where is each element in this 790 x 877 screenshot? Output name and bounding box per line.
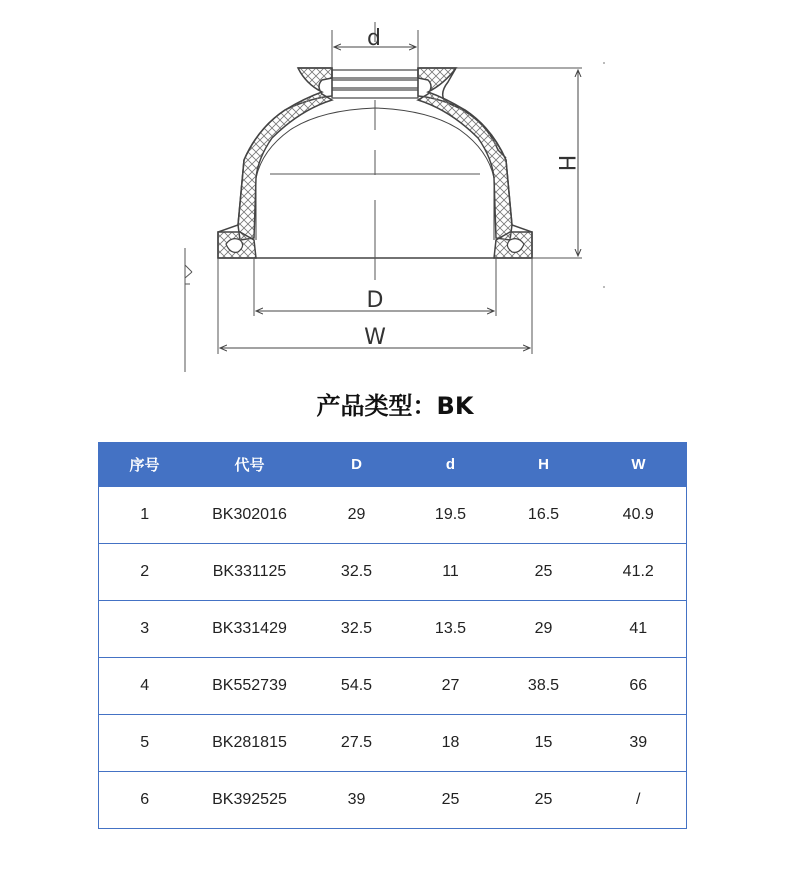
cell-D: 39 — [309, 772, 405, 829]
cell-W: 39 — [591, 715, 687, 772]
table-row — [99, 772, 687, 829]
header-H: H — [497, 443, 591, 487]
dimension-d — [332, 26, 418, 68]
table-header-row — [99, 443, 687, 487]
cell-index: 2 — [99, 544, 191, 601]
cell-code: BK331429 — [191, 601, 309, 658]
header-D: D — [309, 443, 405, 487]
dim-label-D: D — [366, 288, 384, 313]
spec-table — [98, 442, 687, 829]
cell-H: 38.5 — [497, 658, 591, 715]
center-lines — [270, 22, 480, 280]
cell-index: 5 — [99, 715, 191, 772]
cell-H: 16.5 — [497, 487, 591, 544]
cell-D: 54.5 — [309, 658, 405, 715]
cell-d: 19.5 — [405, 487, 497, 544]
cell-d: 25 — [405, 772, 497, 829]
header-index: 序号 — [99, 443, 191, 487]
header-code: 代号 — [191, 443, 309, 487]
cell-D: 29 — [309, 487, 405, 544]
cell-index: 1 — [99, 487, 191, 544]
cell-code: BK302016 — [191, 487, 309, 544]
cell-index: 3 — [99, 601, 191, 658]
cell-index: 4 — [99, 658, 191, 715]
header-W: W — [591, 443, 687, 487]
cell-D: 32.5 — [309, 601, 405, 658]
table-row — [99, 487, 687, 544]
cell-H: 25 — [497, 772, 591, 829]
table-row — [99, 601, 687, 658]
side-dimension — [185, 248, 192, 372]
cell-D: 27.5 — [309, 715, 405, 772]
table-row — [99, 658, 687, 715]
cell-H: 15 — [497, 715, 591, 772]
cell-H: 25 — [497, 544, 591, 601]
cell-W: 41.2 — [591, 544, 687, 601]
cell-d: 13.5 — [405, 601, 497, 658]
cell-d: 18 — [405, 715, 497, 772]
cell-W: 66 — [591, 658, 687, 715]
cell-W: / — [591, 772, 687, 829]
cell-W: 40.9 — [591, 487, 687, 544]
cell-W: 41 — [591, 601, 687, 658]
table-row — [99, 544, 687, 601]
cell-code: BK552739 — [191, 658, 309, 715]
cell-index: 6 — [99, 772, 191, 829]
table-row — [99, 715, 687, 772]
cell-d: 27 — [405, 658, 497, 715]
technical-drawing — [0, 0, 790, 380]
dimension-h — [456, 68, 582, 258]
dim-label-h: H — [553, 154, 578, 172]
dim-label-d: d — [367, 26, 381, 51]
cell-D: 32.5 — [309, 544, 405, 601]
cell-d: 11 — [405, 544, 497, 601]
product-type-title: 产品类型：BK — [316, 392, 474, 420]
cell-code: BK331125 — [191, 544, 309, 601]
cell-H: 29 — [497, 601, 591, 658]
header-d: d — [405, 443, 497, 487]
cell-code: BK392525 — [191, 772, 309, 829]
dim-label-w: W — [364, 325, 386, 350]
cell-code: BK281815 — [191, 715, 309, 772]
